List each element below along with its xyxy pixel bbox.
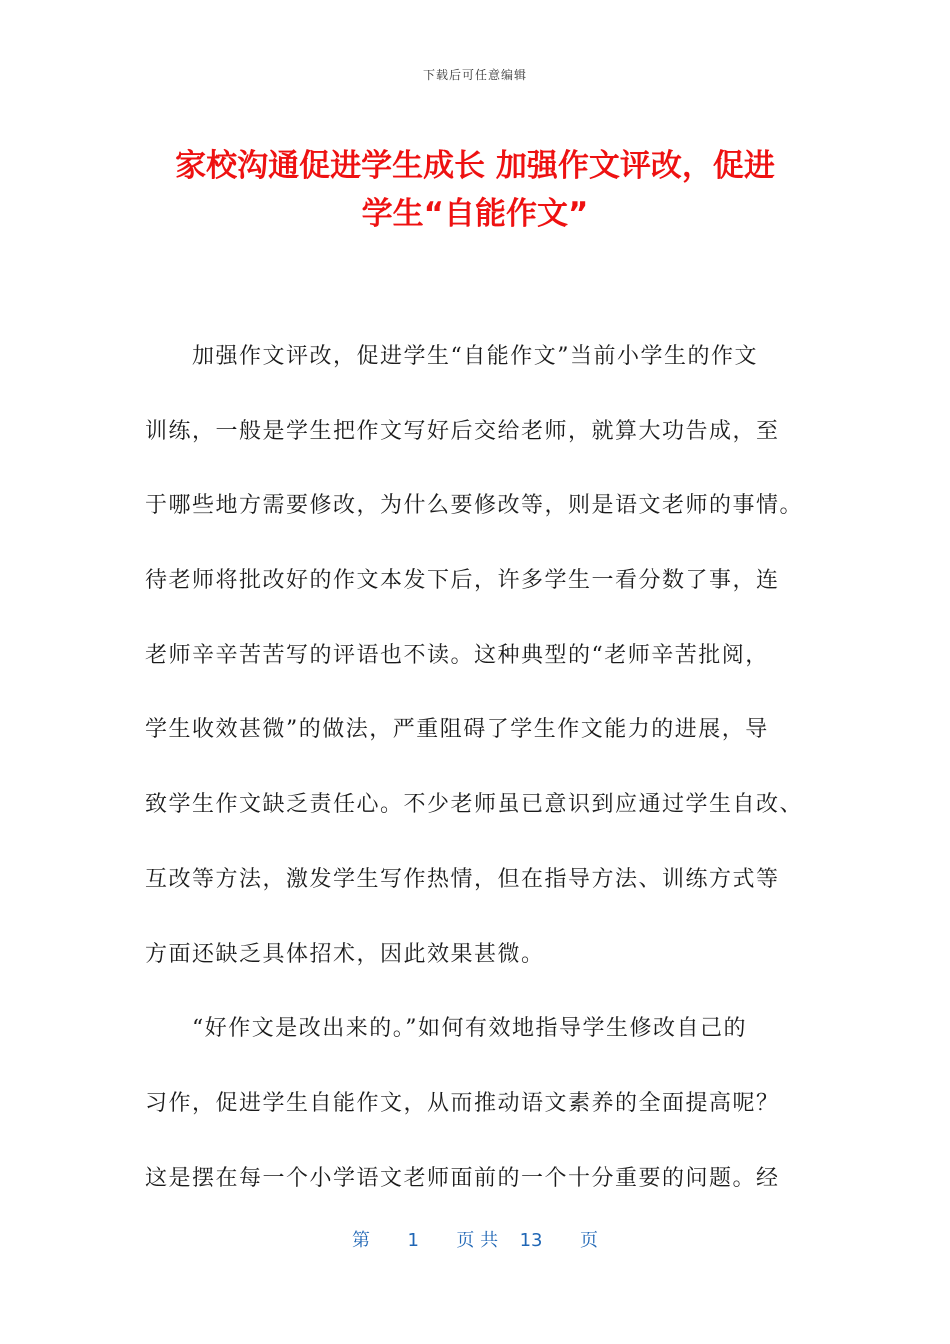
document-title: [120, 142, 830, 238]
body-line: 于哪些地方需要修改，为什么要修改等，则是语文老师的事情。: [145, 493, 804, 519]
body-line: 学生收效甚微”的做法，严重阻碍了学生作文能力的进展，导: [145, 717, 769, 743]
page-total: 13: [519, 1230, 543, 1251]
body-line: 互改等方法，激发学生写作热情，但在指导方法、训练方式等: [145, 866, 780, 892]
document-body: [145, 320, 807, 1216]
body-line: 方面还缺乏具体招术，因此效果甚微。: [145, 941, 545, 967]
body-line: 致学生作文缺乏责任心。不少老师虽已意识到应通过学生自改、: [145, 792, 804, 818]
body-line: 待老师将批改好的作文本发下后，许多学生一看分数了事，连: [145, 568, 780, 594]
body-line: “好作文是改出来的。”如何有效地指导学生修改自己的: [145, 1016, 747, 1042]
body-line: 这是摆在每一个小学语文老师面前的一个十分重要的问题。经: [145, 1165, 780, 1191]
page-prefix: 第: [352, 1230, 371, 1251]
page-number-footer: [0, 1226, 950, 1252]
title-line-2: 学生“自能作文”: [361, 196, 589, 232]
header-note: 下载后可任意编辑: [422, 68, 527, 82]
body-line: 加强作文评改，促进学生“自能作文”当前小学生的作文: [145, 344, 758, 369]
page-middle: 页 共: [456, 1230, 499, 1251]
body-line: 训练，一般是学生把作文写好后交给老师，就算大功告成，至: [145, 418, 780, 444]
body-line: 老师辛辛苦苦写的评语也不读。这种典型的“老师辛苦批阅，: [145, 642, 769, 668]
body-line: 习作，促进学生自能作文，从而推动语文素养的全面提高呢？: [145, 1090, 780, 1116]
title-line-1: 家校沟通促进学生成长 加强作文评改，促进: [175, 148, 775, 184]
page-suffix: 页: [579, 1230, 598, 1251]
page-current: 1: [407, 1230, 419, 1251]
